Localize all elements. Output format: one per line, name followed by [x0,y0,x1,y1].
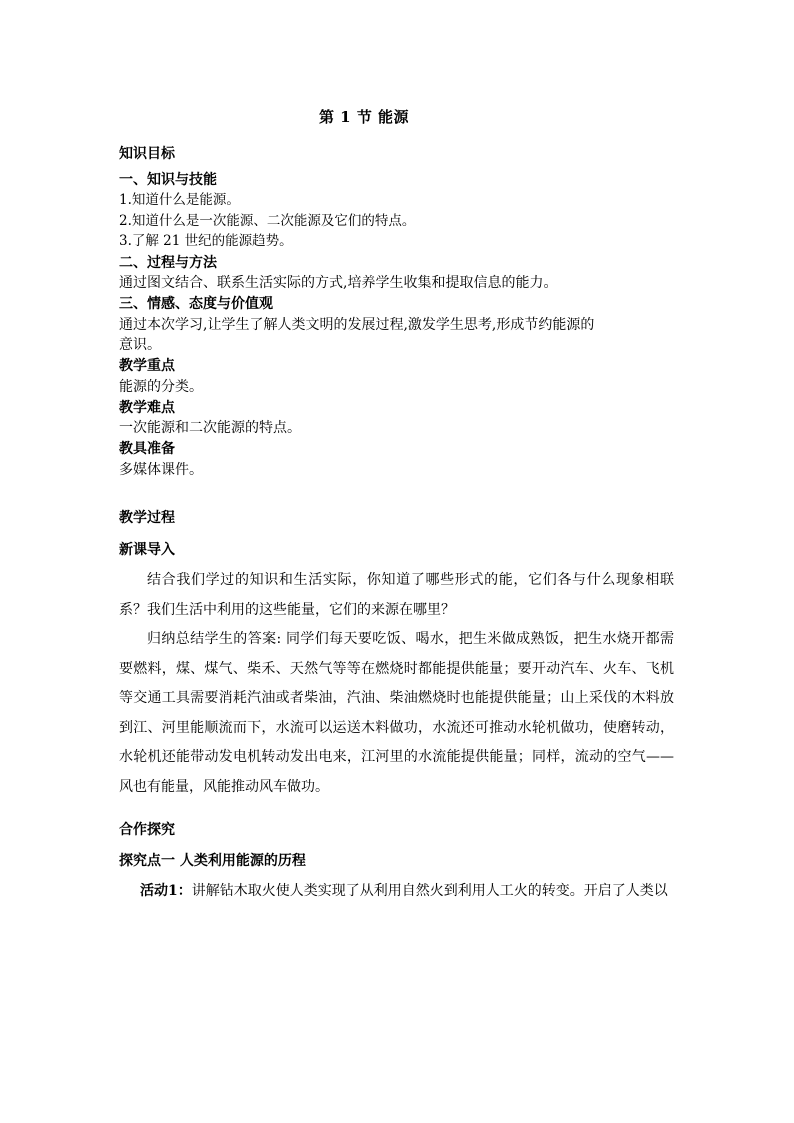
skills-heading: 一、知识与技能 [119,172,217,188]
values-text-line-2: 意识。 [119,337,161,353]
values-heading: 三、情感、态度与价值观 [119,296,273,312]
intro-paragraph-2: 归纳总结学生的答案: 同学们每天要吃饭、喝水，把生米做成熟饭，把生水烧开都需要燃料，煤、煤气、柴禾、天然气等等在燃烧时都能提供能量；要开动汽车、火车、飞机等交通工具需要消耗汽油或者柴油，汽油、柴油燃烧时也能提供能量；山上采伐的木料放到江、河里能顺流而下，水流可以运送木料做功，水流还可推动水轮机做功，使磨转动，水轮机还能带动发电机转动发出电来，江河里的水流能提供能量；同样，流动的空气——风也有能量，风能推动风车做功。 [119,631,674,795]
cooperation-heading: 合作探究 [119,822,175,838]
activity-1-line [140,881,700,901]
key-point-text: 能源的分类。 [119,379,203,395]
process-heading: 教学过程 [119,510,175,526]
knowledge-goals-heading: 知识目标 [119,146,175,162]
methods-text: 通过图文结合、联系生活实际的方式,培养学生收集和提取信息的能力。 [119,275,558,291]
difficulty-heading: 教学难点 [119,400,175,416]
skills-item-2: 2.知道什么是一次能源、二次能源及它们的特点。 [119,213,416,229]
skills-item-3: 3.了解 21 世纪的能源趋势。 [119,233,293,249]
methods-heading: 二、过程与方法 [119,255,217,271]
values-text-line-1: 通过本次学习,让学生了解人类文明的发展过程,激发学生思考,形成节约能源的 [119,317,595,333]
intro-paragraph-1: 结合我们学过的知识和生活实际，你知道了哪些形式的能，它们各与什么现象相联系？我们生活中利用的这些能量，它们的来源在哪里？ [119,572,674,618]
materials-heading: 教具准备 [119,441,175,457]
intro-heading: 新课导入 [119,542,175,558]
explore-point-1-heading: 探究点一 人类利用能源的历程 [119,853,306,869]
activity-1-label: 活动1： [140,883,192,899]
lesson-title: 第 1 节 能源 [318,108,410,126]
difficulty-text: 一次能源和二次能源的特点。 [119,420,301,436]
skills-item-1: 1.知道什么是能源。 [119,192,240,208]
materials-text: 多媒体课件。 [119,462,203,478]
activity-1-text: 讲解钻木取火使人类实现了从利用自然火到利用人工火的转变。开启了人类以 [191,883,668,899]
key-point-heading: 教学重点 [119,358,175,374]
